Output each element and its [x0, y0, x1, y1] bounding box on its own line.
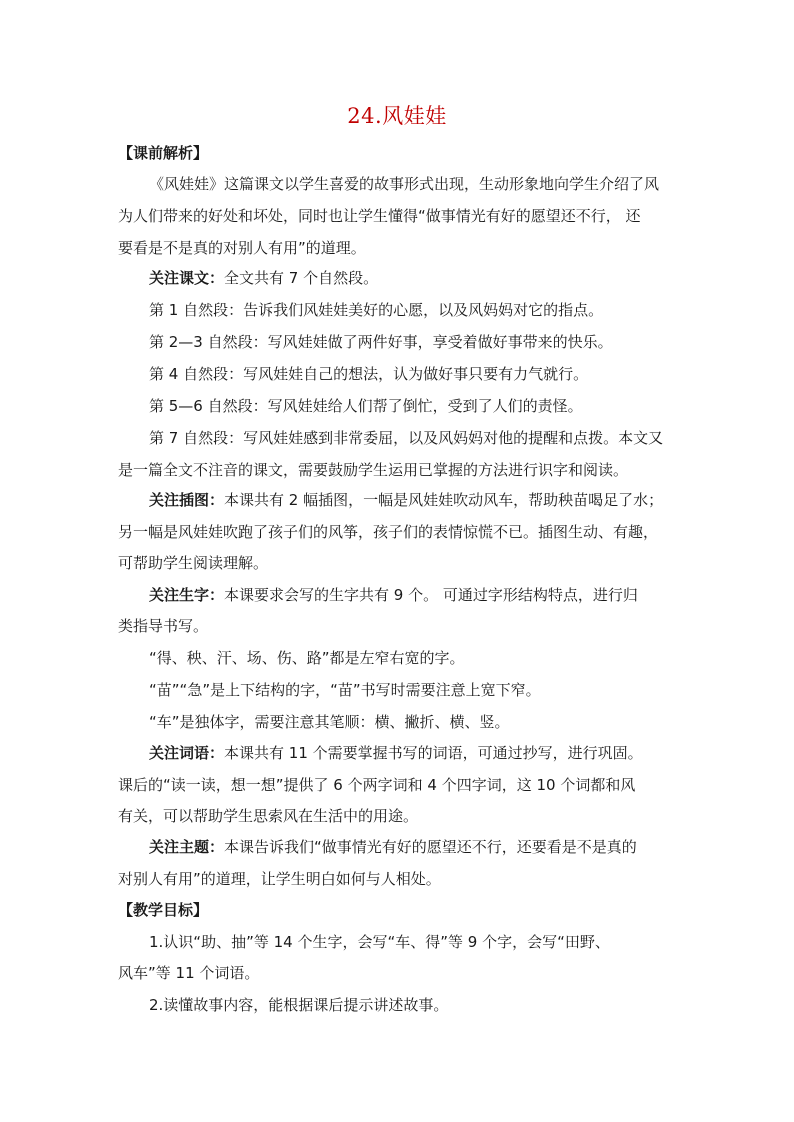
paragraph-note-4: 第 5—6 自然段：写风娃娃给人们帮了倒忙，受到了人们的责怪。 — [149, 397, 583, 415]
paragraph-note-2: 第 2—3 自然段：写风娃娃做了两件好事，享受着做好事带来的快乐。 — [149, 333, 613, 351]
focus-theme-paragraph — [149, 837, 637, 857]
goal-1-line-1: 1.认识“助、抽”等 14 个生字，会写“车、得”等 9 个字，会写“田野、 — [149, 933, 610, 951]
focus-images-line-1: 本课共有 2 幅插图，一幅是风娃娃吹动风车，帮助秧苗喝足了水； — [224, 491, 664, 509]
section-heading-goals: 【教学目标】 — [118, 901, 209, 919]
focus-chars-line-1: 本课要求会写的生字共有 9 个。 可通过字形结构特点，进行归 — [224, 586, 638, 604]
focus-words-paragraph — [149, 743, 643, 763]
focus-images-line-3: 可帮助学生阅读理解。 — [118, 554, 269, 572]
char-note-3: “车”是独体字，需要注意其笔顺：横、撇折、横、竖。 — [149, 713, 510, 731]
goal-2: 2.读懂故事内容，能根据课后提示讲述故事。 — [149, 996, 449, 1014]
focus-chars-line-2: 类指导书写。 — [118, 617, 209, 635]
focus-words-label: 关注词语： — [149, 744, 225, 762]
focus-chars-label: 关注生字： — [149, 586, 225, 604]
char-note-2: “苗”“急”是上下结构的字，“苗”书写时需要注意上宽下窄。 — [149, 681, 541, 699]
section-heading-preclass: 【课前解析】 — [118, 144, 209, 162]
focus-images-label: 关注插图： — [149, 491, 225, 509]
focus-words-line-3: 有关，可以帮助学生思索风在生活中的用途。 — [118, 807, 419, 825]
intro-line-3: 要看是不是真的对别人有用”的道理。 — [118, 239, 366, 257]
focus-words-line-1: 本课共有 11 个需要掌握书写的词语，可通过抄写，进行巩固。 — [224, 744, 643, 762]
focus-images-line-2: 另一幅是风娃娃吹跑了孩子们的风筝，孩子们的表情惊慌不已。插图生动、有趣， — [118, 523, 659, 541]
paragraph-note-5: 第 7 自然段：写风娃娃感到非常委屈，以及风妈妈对他的提醒和点拨。本文又 — [149, 429, 664, 447]
focus-words-line-2: 课后的“读一读，想一想”提供了 6 个两字词和 4 个四字词，这 10 个词都和风 — [118, 776, 636, 794]
intro-line-2: 为人们带来的好处和坏处，同时也让学生懂得“做事情光有好的愿望还不行， 还 — [118, 207, 641, 225]
paragraph-note-3: 第 4 自然段：写风娃娃自己的想法，认为做好事只要有力气就行。 — [149, 365, 589, 383]
focus-text-body: 全文共有 7 个自然段。 — [224, 269, 379, 287]
intro-line-1: 《风娃娃》这篇课文以学生喜爱的故事形式出现，生动形象地向学生介绍了风 — [149, 175, 660, 193]
paragraph-note-1: 第 1 自然段：告诉我们风娃娃美好的心愿，以及风妈妈对它的指点。 — [149, 301, 604, 319]
focus-theme-label: 关注主题： — [149, 838, 225, 856]
focus-text-paragraph — [149, 268, 378, 288]
focus-theme-line-2: 对别人有用”的道理，让学生明白如何与人相处。 — [118, 870, 441, 888]
lesson-title: 24.风娃娃 — [347, 104, 447, 128]
char-note-1: “得、秧、汗、场、伤、路”都是左窄右宽的字。 — [149, 649, 465, 667]
focus-text-label: 关注课文： — [149, 269, 225, 287]
focus-chars-paragraph — [149, 585, 638, 605]
focus-theme-line-1: 本课告诉我们“做事情光有好的愿望还不行，还要看是不是真的 — [224, 838, 637, 856]
paragraph-note-6: 是一篇全文不注音的课文，需要鼓励学生运用已掌握的方法进行识字和阅读。 — [118, 461, 629, 479]
focus-images-paragraph — [149, 490, 663, 510]
goal-1-line-2: 风车”等 11 个词语。 — [118, 964, 260, 982]
